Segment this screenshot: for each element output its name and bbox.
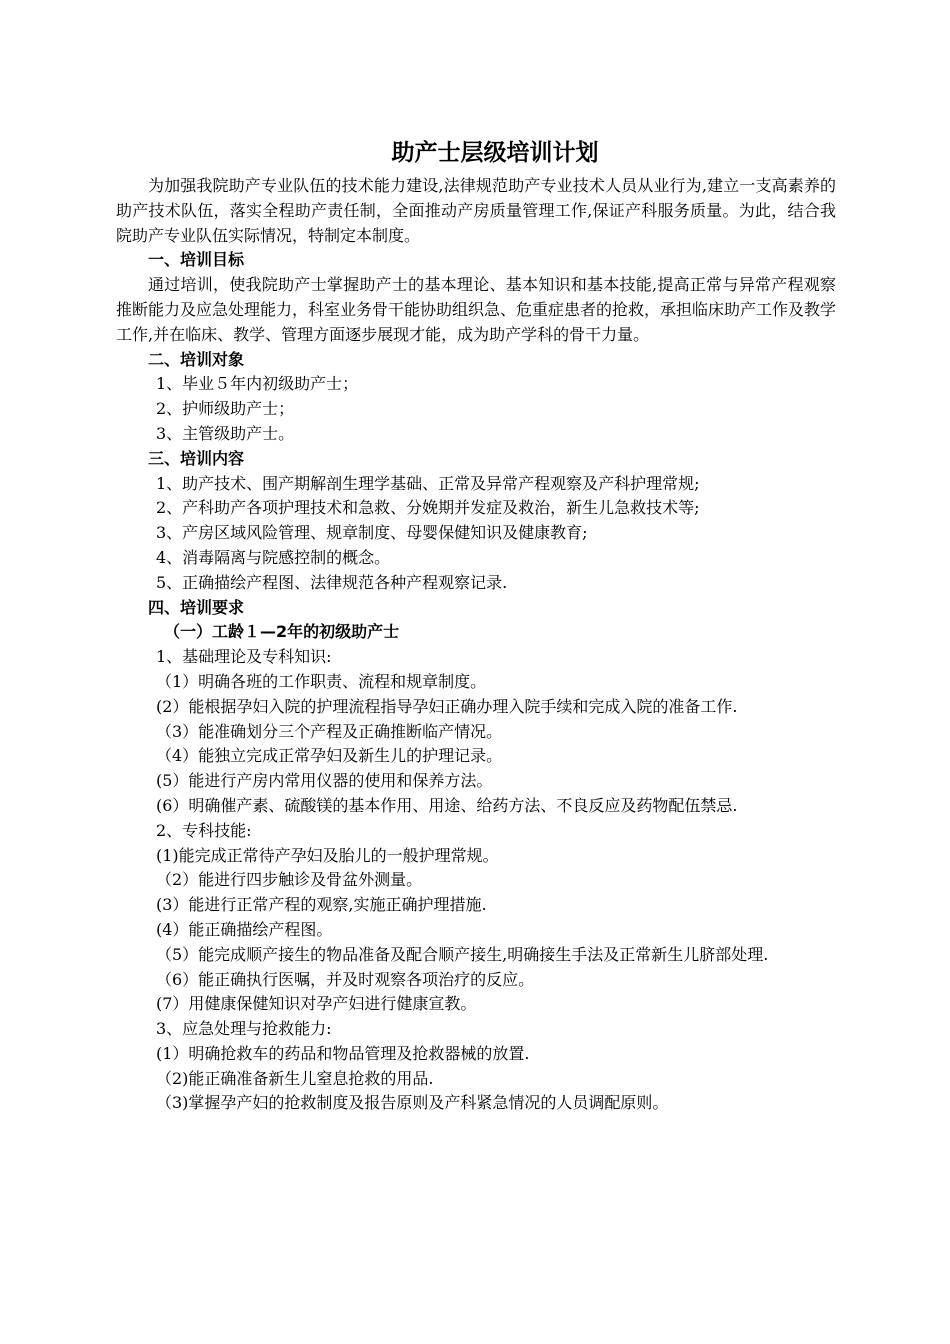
list-item: (6）明确催产素、硫酸镁的基本作用、用途、给药方法、不良反应及药物配伍禁忌. xyxy=(156,795,738,815)
list-item: 4、消毒隔离与院感控制的概念。 xyxy=(156,547,391,567)
section-heading-goals: 一、培训目标 xyxy=(148,250,245,270)
list-item: 2、产科助产各项护理技术和急救、分娩期并发症及救治，新生儿急救技术等; xyxy=(156,498,700,518)
list-item: (2）能根据孕妇入院的护理流程指导孕妇正确办理入院手续和完成入院的准备工作. xyxy=(156,696,738,716)
list-item: (1）明确抢救车的药品和物品管理及抢救器械的放置. xyxy=(156,1043,530,1063)
document-body xyxy=(116,174,836,1116)
group-title: 3、应急处理与抢救能力: xyxy=(156,1019,332,1039)
list-item: (5）能进行产房内常用仪器的使用和保养方法。 xyxy=(156,771,493,791)
list-item: (7）用健康保健知识对孕产妇进行健康宣教。 xyxy=(156,994,477,1014)
section-heading-content: 三、培训内容 xyxy=(148,448,245,468)
list-item: （2)能正确准备新生儿窒息抢救的用品. xyxy=(156,1068,434,1088)
list-item: (3）能进行正常产程的观察,实施正确护理措施. xyxy=(156,895,487,915)
list-item: （4）能独立完成正常孕妇及新生儿的护理记录。 xyxy=(156,746,503,766)
list-item: （3)掌握孕产妇的抢救制度及报告原则及产科紧急情况的人员调配原则。 xyxy=(156,1093,669,1113)
list-item: （3）能准确划分三个产程及正确推断临产情况。 xyxy=(156,721,503,741)
section-heading-targets: 二、培训对象 xyxy=(148,349,245,369)
list-item: （5）能完成顺产接生的物品准备及配合顺产接生,明确接生手法及正常新生儿脐部处理. xyxy=(156,944,769,964)
list-item: (4）能正确描绘产程图。 xyxy=(156,919,333,939)
list-item: (1)能完成正常待产孕妇及胎儿的一般护理常规。 xyxy=(156,845,499,865)
goals-paragraph: 通过培训，使我院助产士掌握助产士的基本理论、基本知识和基本技能,提高正常与异常产程观察推断能力及应急处理能力，科室业务骨干能协助组织急、危重症患者的抢救，承担临床助产工作及教学工作,并在临床、教学、管理方面逐步展现才能，成为助产学科的骨干力量。 xyxy=(116,275,837,344)
list-item: 3、主管级助产士。 xyxy=(156,423,295,443)
list-item: 5、正确描绘产程图、法律规范各种产程观察记录. xyxy=(156,572,508,592)
subsection-heading: （一）工龄１—2年的初级助产士 xyxy=(164,622,400,642)
document-title: 助产士层级培训计划 xyxy=(391,140,599,166)
intro-paragraph: 为加强我院助产专业队伍的技术能力建设,法律规范助产专业技术人员从业行为,建立一支高素养的助产技术队伍，落实全程助产责任制，全面推动产房质量管理工作,保证产科服务质量。为此，结合我院助产专业队伍实际情况，特制定本制度。 xyxy=(116,176,836,245)
section-heading-requirements: 四、培训要求 xyxy=(148,597,245,617)
list-item: 2、护师级助产士； xyxy=(156,399,295,419)
list-item: 1、助产技术、围产期解剖生理学基础、正常及异常产程观察及产科护理常规; xyxy=(156,473,700,493)
list-item: 1、毕业５年内初级助产士； xyxy=(156,374,359,394)
list-item: （6）能正确执行医嘱，并及时观察各项治疗的反应。 xyxy=(156,969,535,989)
group-title: 1、基础理论及专科知识: xyxy=(156,647,332,667)
group-title: 2、专科技能: xyxy=(156,820,252,840)
list-item: （2）能进行四步触诊及骨盆外测量。 xyxy=(156,870,423,890)
list-item: （1）明确各班的工作职责、流程和规章制度。 xyxy=(156,671,487,691)
list-item: 3、产房区域风险管理、规章制度、母婴保健知识及健康教育; xyxy=(156,523,588,543)
